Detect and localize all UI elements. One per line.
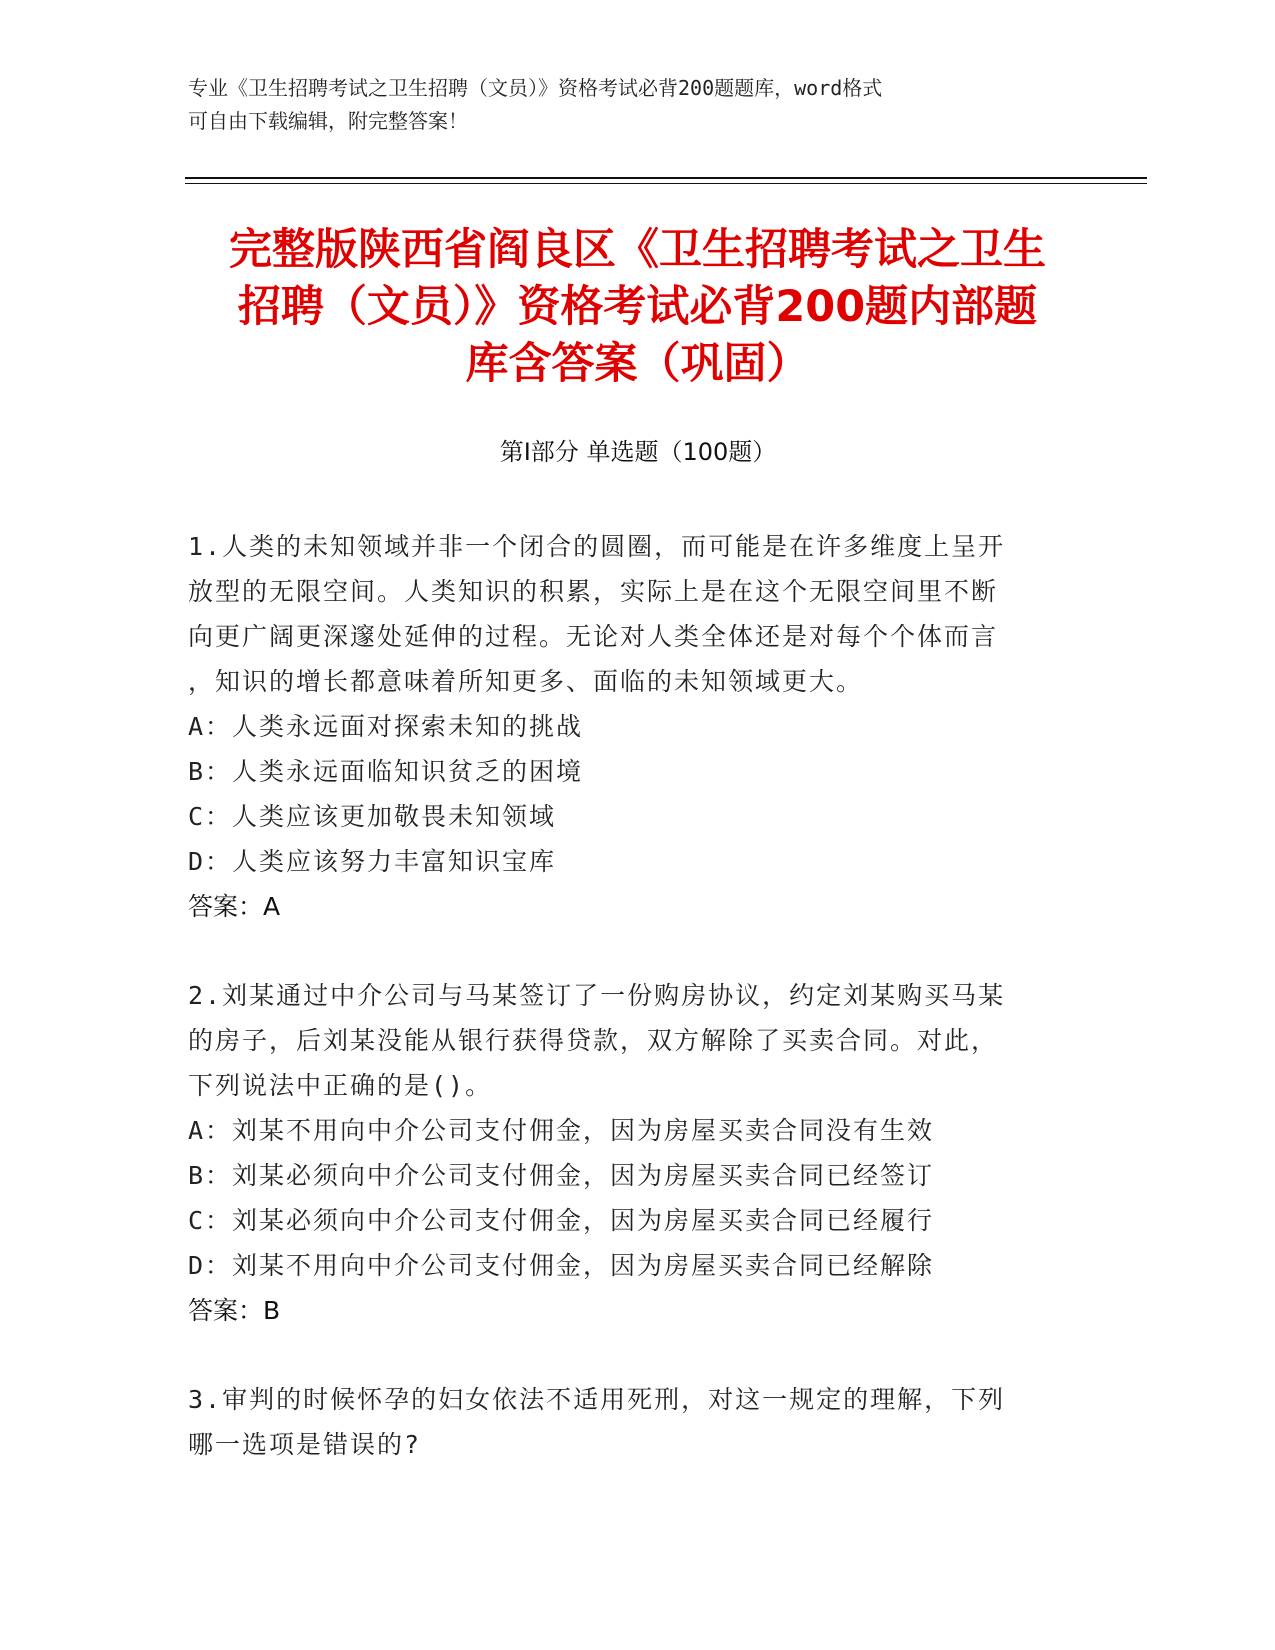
stem-line: 下列说法中正确的是()。 xyxy=(188,1071,493,1100)
title-line: 完整版陕西省阎良区《卫生招聘考试之卫生 xyxy=(229,225,1046,275)
answer-line: 答案：B xyxy=(188,1296,281,1325)
option-d: D：人类应该努力丰富知识宝库 xyxy=(188,847,557,876)
header-divider-thick xyxy=(185,177,1147,179)
header-divider-thin xyxy=(185,183,1147,184)
stem-line: 哪一选项是错误的? xyxy=(188,1430,422,1459)
stem-line: ，知识的增长都意味着所知更多、面临的未知领域更大。 xyxy=(188,667,864,696)
question-3 xyxy=(188,1377,1060,1467)
stem-line: 1.人类的未知领域并非一个闭合的圆圈，而可能是在许多维度上呈开 xyxy=(188,532,1006,561)
answer-line: 答案：A xyxy=(188,892,281,921)
question-1 xyxy=(188,524,1060,929)
option-b: B：人类永远面临知识贫乏的困境 xyxy=(188,757,584,786)
option-a: A：人类永远面对探索未知的挑战 xyxy=(188,712,584,741)
title-line: 招聘（文员）》资格考试必背200题内部题 xyxy=(237,282,1038,332)
question-stem xyxy=(188,524,1060,704)
title-line: 库含答案（巩固） xyxy=(465,339,810,389)
option-c: C：人类应该更加敬畏未知领域 xyxy=(188,802,557,831)
option-b: B：刘某必须向中介公司支付佣金，因为房屋买卖合同已经签订 xyxy=(188,1161,935,1190)
question-stem xyxy=(188,973,1060,1108)
stem-line: 2.刘某通过中介公司与马某签订了一份购房协议，约定刘某购买马某 xyxy=(188,981,1006,1010)
option-a: A：刘某不用向中介公司支付佣金，因为房屋买卖合同没有生效 xyxy=(188,1116,935,1145)
option-c: C：刘某必须向中介公司支付佣金，因为房屋买卖合同已经履行 xyxy=(188,1206,935,1235)
stem-line: 放型的无限空间。人类知识的积累，实际上是在这个无限空间里不断 xyxy=(188,577,999,606)
stem-line: 的房子，后刘某没能从银行获得贷款，双方解除了买卖合同。对此， xyxy=(188,1026,999,1055)
header-note xyxy=(188,72,1068,138)
header-note-line: 专业《卫生招聘考试之卫生招聘（文员）》资格考试必背200题题库，word格式 xyxy=(188,76,883,100)
stem-line: 向更广阔更深邃处延伸的过程。无论对人类全体还是对每个个体而言 xyxy=(188,622,999,651)
header-note-line: 可自由下载编辑，附完整答案！ xyxy=(188,109,468,133)
question-2 xyxy=(188,973,1060,1333)
option-d: D：刘某不用向中介公司支付佣金，因为房屋买卖合同已经解除 xyxy=(188,1251,935,1280)
stem-line: 3.审判的时候怀孕的妇女依法不适用死刑，对这一规定的理解，下列 xyxy=(188,1385,1006,1414)
question-stem xyxy=(188,1377,1060,1467)
document-title xyxy=(180,222,1095,393)
section-heading: 第Ⅰ部分 单选题（100题） xyxy=(499,438,777,466)
question-list xyxy=(188,524,1060,1511)
